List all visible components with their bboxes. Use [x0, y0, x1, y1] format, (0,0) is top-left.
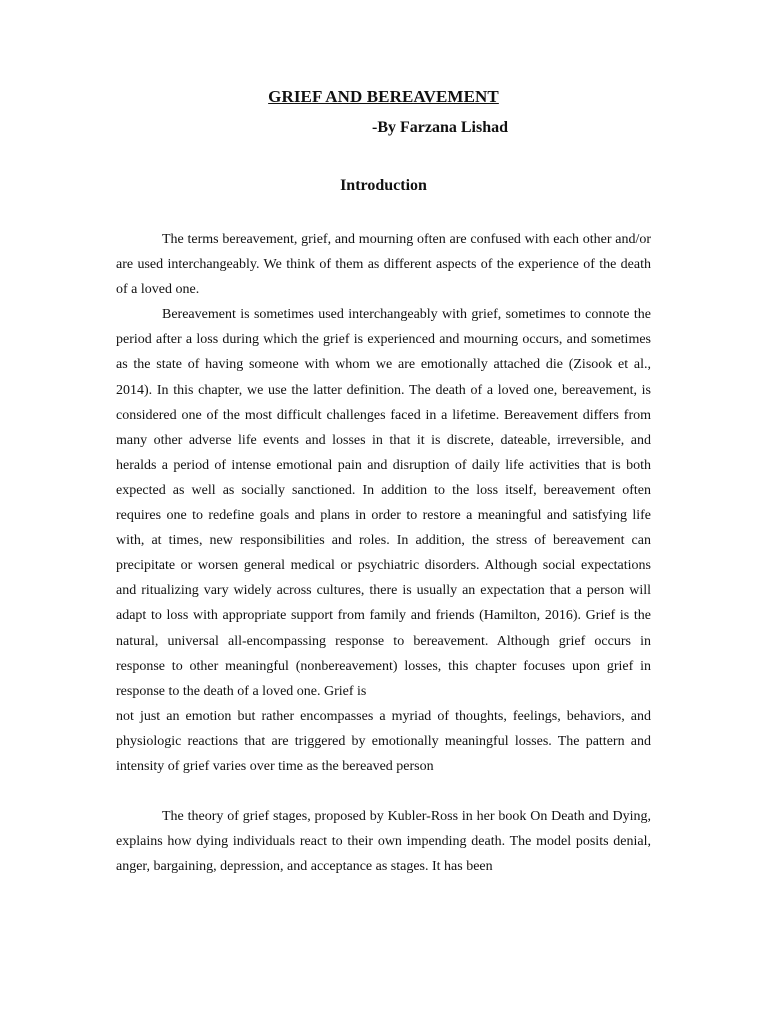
paragraph-4: The theory of grief stages, proposed by Kubler-Ross in her book On Death and Dying, explains how dying individuals react to their own impending death. The model posits denial, anger, bargaining, depression, and acceptance as stages. It has been: [116, 809, 651, 875]
paragraph-2: Bereavement is sometimes used interchangeably with grief, sometimes to connote the period after a loss during which the grief is experienced and mourning occurs, and sometimes as the state of having someone with whom we are emotionally attached die (Zisook et al., 2014). In this chapter, we use the latter definition. The death of a loved one, bereavement, is considered one of the most difficult challenges faced in a lifetime. Bereavement differs from many other adverse life events and losses in that it is discrete, dateable, irreversible, and heralds a period of intense emotional pain and disruption of daily life activities that is both expected as well as socially sanctioned. In addition to the loss itself, bereavement often requires one to redefine goals and plans in order to restore a meaningful and satisfying life with, at times, new responsibilities and roles. In addition, the stress of bereavement can precipitate or worsen general medical or psychiatric disorders. Although social expectations and ritualizing vary widely across cultures, there is usually an expectation that a person will adapt to loss with appropriate support from family and friends (Hamilton, 2016). Grief is the natural, universal all-encompassing response to bereavement. Although grief occurs in response to other meaningful (nonbereavement) losses, this chapter focuses upon grief in response to the death of a loved one. Grief is: [116, 307, 651, 699]
section-heading: Introduction: [340, 177, 427, 194]
body-text: [116, 227, 651, 879]
paragraph-3: not just an emotion but rather encompasses a myriad of thoughts, feelings, behaviors, and physiologic reactions that are triggered by emotionally meaningful losses. The pattern and intensity of grief varies over time as the bereaved person: [116, 708, 651, 774]
paragraph-1: The terms bereavement, grief, and mourning often are confused with each other and/or are used interchangeably. We think of them as different aspects of the experience of the death of a loved one.: [116, 232, 651, 298]
author-byline: -By Farzana Lishad: [372, 119, 509, 136]
document-title: GRIEF AND BEREAVEMENT: [268, 87, 499, 106]
document-page: [116, 0, 651, 1024]
